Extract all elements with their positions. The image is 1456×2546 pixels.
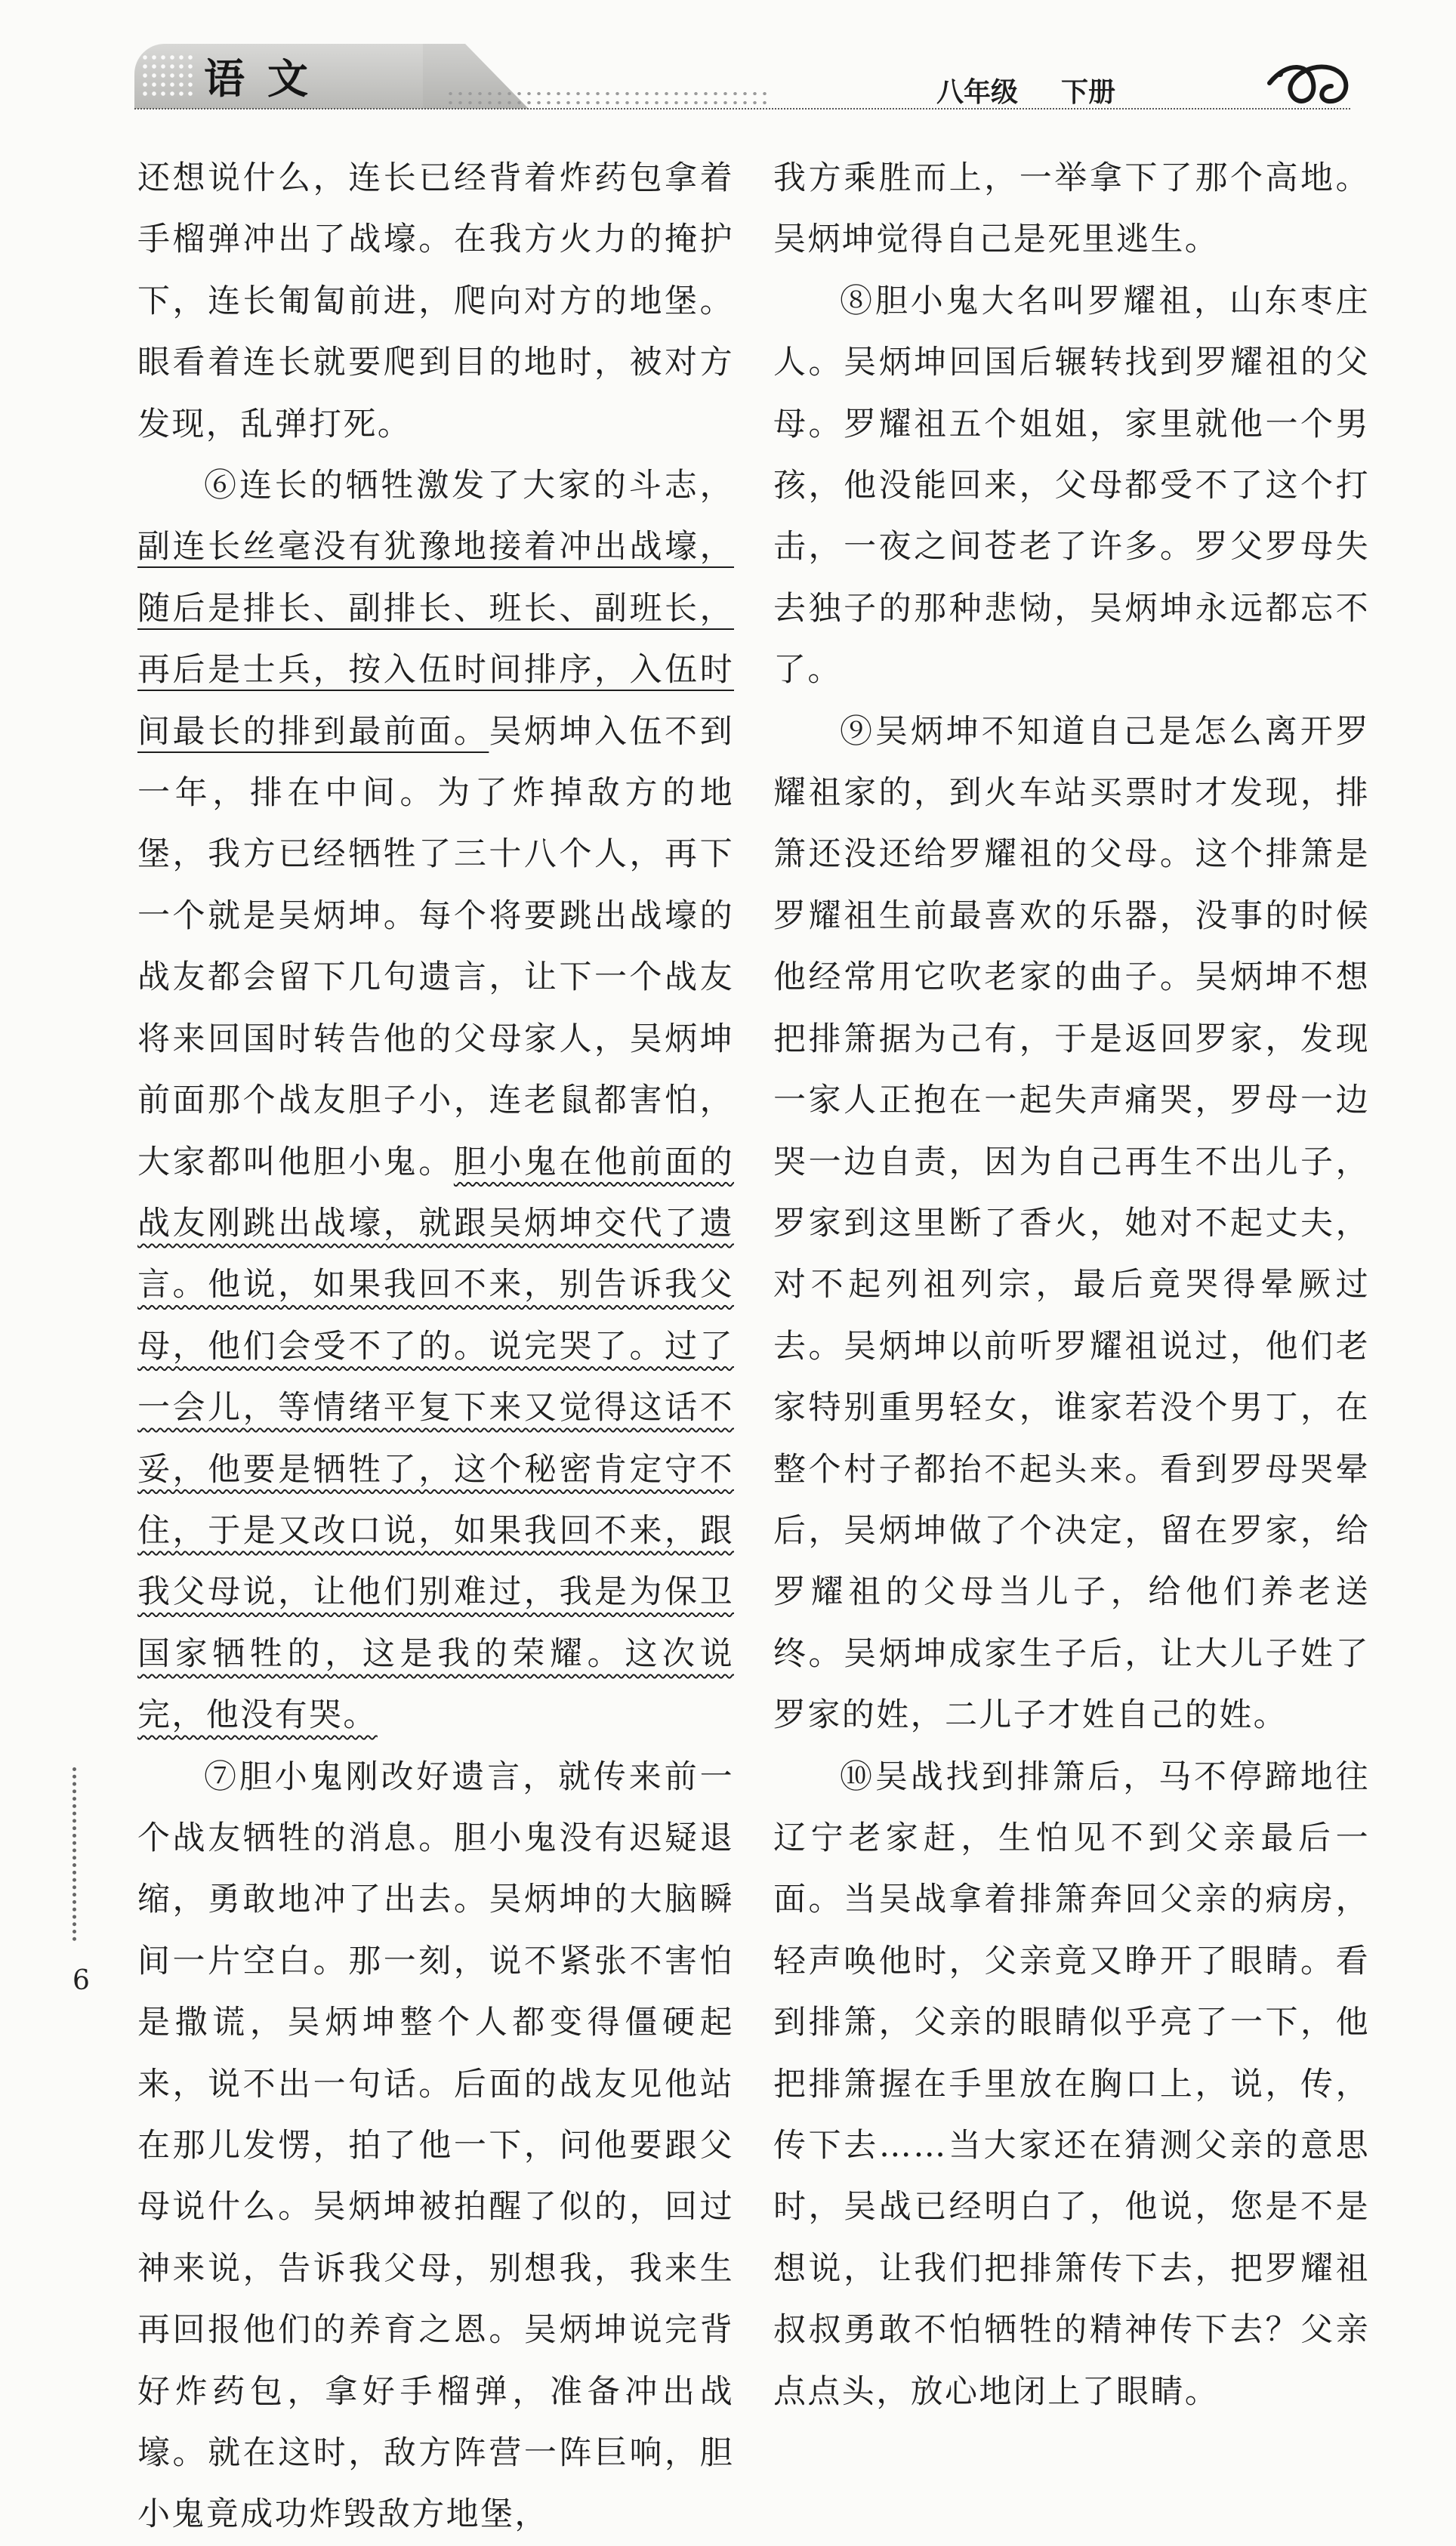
side-dotted-line [72,1767,76,1941]
decorative-dot-band [446,89,770,107]
right-column [773,148,1370,2423]
paragraph-5-end: 还想说什么，连长已经背着炸药包拿着手榴弹冲出了战壕。在我方火力的掩护下，连长匍匐前进，爬向对方的地堡。眼看着连长就要爬到目的地时，被对方发现，乱弹打死。 [137,159,734,443]
left-column [137,148,734,2546]
paragraph-6-body: 吴炳坤入伍不到一年，排在中间。为了炸掉敌方的地堡，我方已经牺牲了三十八个人，再下一个就是吴炳坤。每个将要跳出战壕的战友都会留下几句遗言，让下一个战友将来回国时转告他的父母家人，吴炳坤前面那个战友胆子小，连老鼠都害怕，大家都叫他胆小鬼。 [137,712,734,1181]
underlined-passage: 副连长丝毫没有犹豫地接着冲出战壕，随后是排长、副排长、班长、副班长，再后是士兵，按入伍时间排序，入伍时间最长的排到最前面。 [137,528,734,751]
header-divider [134,108,1350,110]
paragraph-9: ⑨吴炳坤不知道自己是怎么离开罗耀祖家的，到火车站买票时才发现，排箫还没还给罗耀祖的父母。这个排箫是罗耀祖生前最喜欢的乐器，没事的时候他经常用它吹老家的曲子。吴炳坤不想把排箫据为己有，于是返回罗家，发现一家人正抱在一起失声痛哭，罗母一边哭一边自责，因为自己再生不出儿子，罗家到这里断了香火，她对不起丈夫，对不起列祖列宗，最后竟哭得晕厥过去。吴炳坤以前听罗耀祖说过，他们老家特别重男轻女，谁家若没个男丁，在整个村子都抬不起头来。看到罗母哭晕后，吴炳坤做了个决定，留在罗家，给罗耀祖的父母当儿子，给他们养老送终。吴炳坤成家生子后，让大儿子姓了罗家的姓，二儿子才姓自己的姓。 [773,712,1370,1735]
decorative-dots [140,53,193,98]
paragraph-7: ⑦胆小鬼刚改好遗言，就传来前一个战友牺牲的消息。胆小鬼没有迟疑退缩，勇敢地冲了出去。吴炳坤的大脑瞬间一片空白。那一刻，说不紧张不害怕是撒谎，吴炳坤整个人都变得僵硬起来，说不出一句话。后面的战友见他站在那儿发愣，拍了他一下，问他要跟父母说什么。吴炳坤被拍醒了似的，回过神来说，告诉我父母，别想我，我来生再回报他们的养育之恩。吴炳坤说完背好炸药包，拿好手榴弹，准备冲出战壕。就在这时，敌方阵营一阵巨响，胆小鬼竟成功炸毁敌方地堡， [137,1758,734,2534]
volume-label: 下册 [1061,76,1116,108]
page-header [0,0,1456,121]
paragraph-6-lead: ⑥连长的牺牲激发了大家的斗志， [204,467,734,505]
paragraph-7-end: 我方乘胜而上，一举拿下了那个高地。吴炳坤觉得自己是死里逃生。 [773,159,1370,259]
wavy-underlined-passage: 胆小鬼在他前面的战友刚跳出战壕，就跟吴炳坤交代了遗言。他说，如果我回不来，别告诉我父母，他们会受不了的。说完哭了。过了一会儿，等情绪平复下来又觉得这话不妥，他要是牺牲了，这个秘密肯定守不住，于是又改口说，如果我回不来，跟我父母说，让他们别难过，我是为保卫国家牺牲的，这是我的荣耀。这次说完，他没有哭。 [137,1143,735,1735]
paragraph-6 [137,455,734,1747]
flourish-icon [1265,53,1356,113]
grade-label: 八年级 [936,76,1019,108]
subject-title: 语文 [204,54,331,103]
page-number: 6 [72,1965,90,1996]
paragraph-8: ⑧胆小鬼大名叫罗耀祖，山东枣庄人。吴炳坤回国后辗转找到罗耀祖的父母。罗耀祖五个姐姐，家里就他一个男孩，他没能回来，父母都受不了这个打击，一夜之间苍老了许多。罗父罗母失去独子的那种悲恸，吴炳坤永远都忘不了。 [773,282,1370,690]
paragraph-10: ⑩吴战找到排箫后，马不停蹄地往辽宁老家赶，生怕见不到父亲最后一面。当吴战拿着排箫奔回父亲的病房，轻声唤他时，父亲竟又睁开了眼睛。看到排箫，父亲的眼睛似乎亮了一下，他把排箫握在手里放在胸口上，说，传，传下去……当大家还在猜测父亲的意思时，吴战已经明白了，他说，您是不是想说，让我们把排箫传下去，把罗耀祖叔叔勇敢不怕牺牲的精神传下去？父亲点点头，放心地闭上了眼睛。 [773,1758,1370,2411]
